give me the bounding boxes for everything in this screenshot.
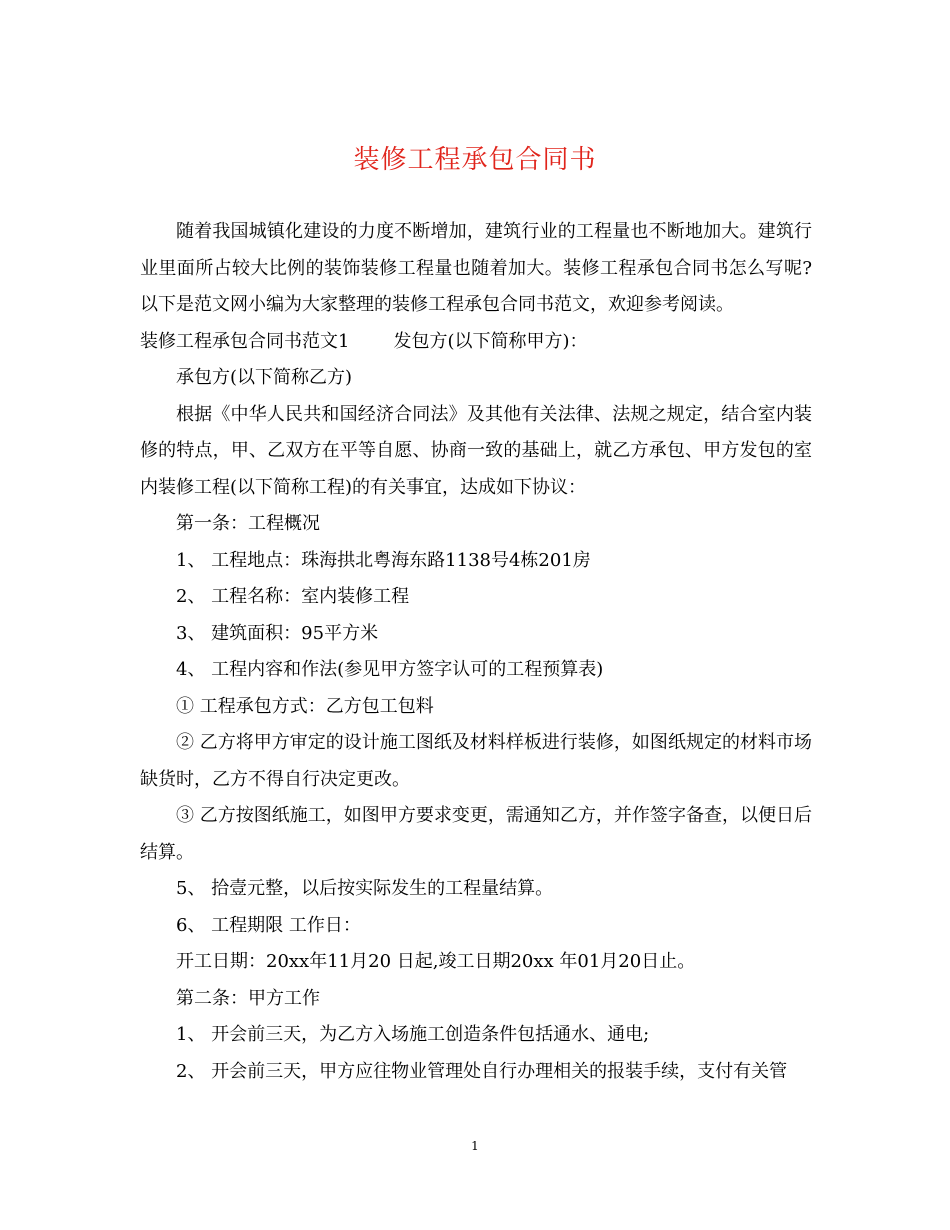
article1-item-4-1: ① 工程承包方式：乙方包工包料	[176, 695, 434, 717]
basis-paragraph: 根据《中华人民共和国经济合同法》及其他有关法律、法规之规定，结合室内装修的特点，甲、乙双方在平等自愿、协商一致的基础上，就乙方承包、甲方发包的室内装修工程(以下简称工程)的有关事宜，达成如下协议：	[140, 403, 812, 498]
article1-item-5: 5、 拾壹元整，以后按实际发生的工程量结算。	[176, 878, 554, 899]
article1-item-4: 4、 工程内容和作法(参见甲方签字认可的工程预算表)	[176, 659, 604, 680]
article1-item-4-3: ③ 乙方按图纸施工，如图甲方要求变更，需通知乙方，并作签字备查，以便日后结算。	[140, 805, 812, 863]
article1-item-3: 3、 建筑面积：95平方米	[176, 622, 379, 644]
project-dates: 开工日期：20xx年11月20 日起,竣工日期20xx 年01月20日止。	[176, 951, 696, 972]
sample-heading: 装修工程承包合同书范文1	[140, 330, 350, 352]
article2-item-1: 1、 开会前三天，为乙方入场施工创造条件包括通水、通电;	[176, 1024, 650, 1045]
article1-heading: 第一条：工程概况	[176, 513, 320, 534]
article1-item-6: 6、 工程期限 工作日：	[176, 914, 361, 936]
article1-item-1: 1、 工程地点：珠海拱北粤海东路1138号4栋201房	[176, 549, 591, 571]
party-b-label: 承包方(以下简称乙方)	[176, 367, 353, 388]
document-title: 装修工程承包合同书	[353, 145, 597, 175]
sample-heading-line	[140, 324, 812, 361]
party-a-label: 发包方(以下简称甲方)：	[393, 330, 588, 352]
document-body	[140, 214, 812, 1090]
article2-item-2: 2、 开会前三天，甲方应往物业管理处自行办理相关的报装手续，支付有关管	[176, 1060, 788, 1082]
article1-item-4-2: ② 乙方将甲方审定的设计施工图纸及材料样板进行装修，如图纸规定的材料市场缺货时，乙方不得自行决定更改。	[140, 732, 812, 790]
page-number: 1	[471, 1139, 479, 1153]
intro-paragraph: 随着我国城镇化建设的力度不断增加，建筑行业的工程量也不断地加大。建筑行业里面所占较大比例的装饰装修工程量也随着加大。装修工程承包合同书怎么写呢?以下是范文网小编为大家整理的装修工程承包合同书范文，欢迎参考阅读。	[140, 221, 812, 315]
article1-item-2: 2、 工程名称：室内装修工程	[176, 586, 410, 607]
article2-heading: 第二条：甲方工作	[176, 987, 320, 1009]
